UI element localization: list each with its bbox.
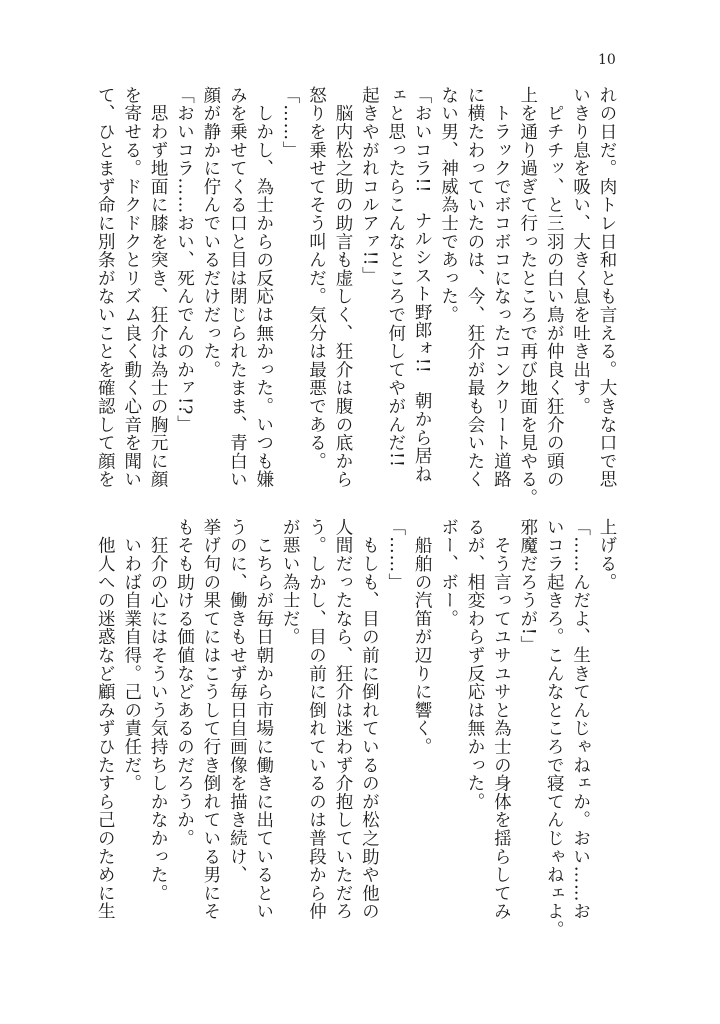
text-line: こちらが毎日朝から市場に働きに出ているとい	[253, 518, 274, 921]
text-line: 船舶の汽笛が辺りに響く。	[412, 518, 433, 756]
text-line: 他人への迷惑など顧みずひたすら己のために生	[95, 518, 116, 921]
text-line: 「……」	[385, 518, 406, 592]
text-line: ェと思ったらこんなところで何してやがんだ!!	[385, 86, 406, 468]
text-line: 「……」	[280, 86, 301, 160]
text-line: もしも、目の前に倒れているのが松之助や他の	[359, 518, 380, 921]
text-line: 「おいコラ……おい、死んでんのかァ!?」	[174, 86, 195, 434]
text-line: もそも助ける価値などあるのだろうか。	[174, 518, 195, 848]
text-line: しかし、為士からの反応は無かった。いつも嫌	[253, 86, 274, 489]
text-line: ない男、神威為士であった。	[438, 86, 459, 324]
text-line: 起きやがれコルアァ!!」	[359, 86, 380, 285]
text-line: るが、相変わらず反応は無かった。	[464, 518, 485, 811]
text-line: みを乗せてくる口と目は閉じられたまま、青白い	[227, 86, 248, 489]
text-line: ピチチッ、と三羽の白い鳥が仲良く狂介の頭の	[544, 86, 565, 489]
text-line: を寄せる。ドクドクとリズム良く動く心音を聞い	[121, 86, 142, 489]
text-line: て、ひとまず命に別条がないことを確認して顔を	[95, 86, 116, 489]
text-line: いわば自業自得。己の責任だ。	[121, 518, 142, 793]
text-line: れの日だ。肉トレ日和とも言える。大きな口で思	[597, 86, 617, 489]
text-line: ボー、ボー。	[438, 518, 459, 628]
text-line: 人間だったなら、狂介は迷わず介抱していただろ	[332, 518, 353, 921]
text-line: いコラ起きろ。こんなところで寝てんじゃねェよ。	[544, 518, 565, 939]
text-block-lower	[95, 518, 620, 939]
text-line: うのに、働きもせず毎日自画像を描き続け、	[227, 518, 248, 884]
text-line: 「……んだよ、生きてんじゃねェか。おい……お	[570, 518, 591, 921]
text-line: トラックでボコボコになったコンクリート道路	[491, 86, 512, 489]
text-line: 脳内松之助の助言も虚しく、狂介は腹の底から	[332, 86, 353, 489]
text-line: に横たわっていたのは、今、狂介が最も会いたく	[464, 86, 485, 489]
text-block-upper	[95, 86, 620, 507]
text-line: 狂介の心にはそういう気持ちしかなかった。	[148, 518, 169, 903]
text-line: 邪魔だろうが!」	[517, 518, 538, 654]
page-number: 10	[598, 52, 616, 68]
text-line: う。しかし、目の前に倒れているのは普段から仲	[306, 518, 327, 921]
text-line: 顔が静かに佇んでいるだけだった。	[200, 86, 221, 379]
text-line: そう言ってユサユサと為士の身体を揺らしてみ	[491, 518, 512, 921]
text-line: が悪い為士だ。	[280, 518, 301, 647]
text-line: 思わず地面に膝を突き、狂介は為士の胸元に顔	[148, 86, 169, 489]
text-line: 上を通り過ぎて行ったところで再び地面を見やる。	[517, 86, 538, 507]
text-line: いきり息を吸い、大きく息を吐き出す。	[570, 86, 591, 416]
text-line: 挙げ句の果てにはこうして行き倒れている男にそ	[200, 518, 221, 921]
text-line: 上げる。	[597, 518, 617, 592]
text-line: 「おいコラ!! ナルシスト野郎ォ!! 朝から居ね	[412, 86, 433, 484]
text-line: 怒りを乗せてそう叫んだ。気分は最悪である。	[306, 86, 327, 471]
